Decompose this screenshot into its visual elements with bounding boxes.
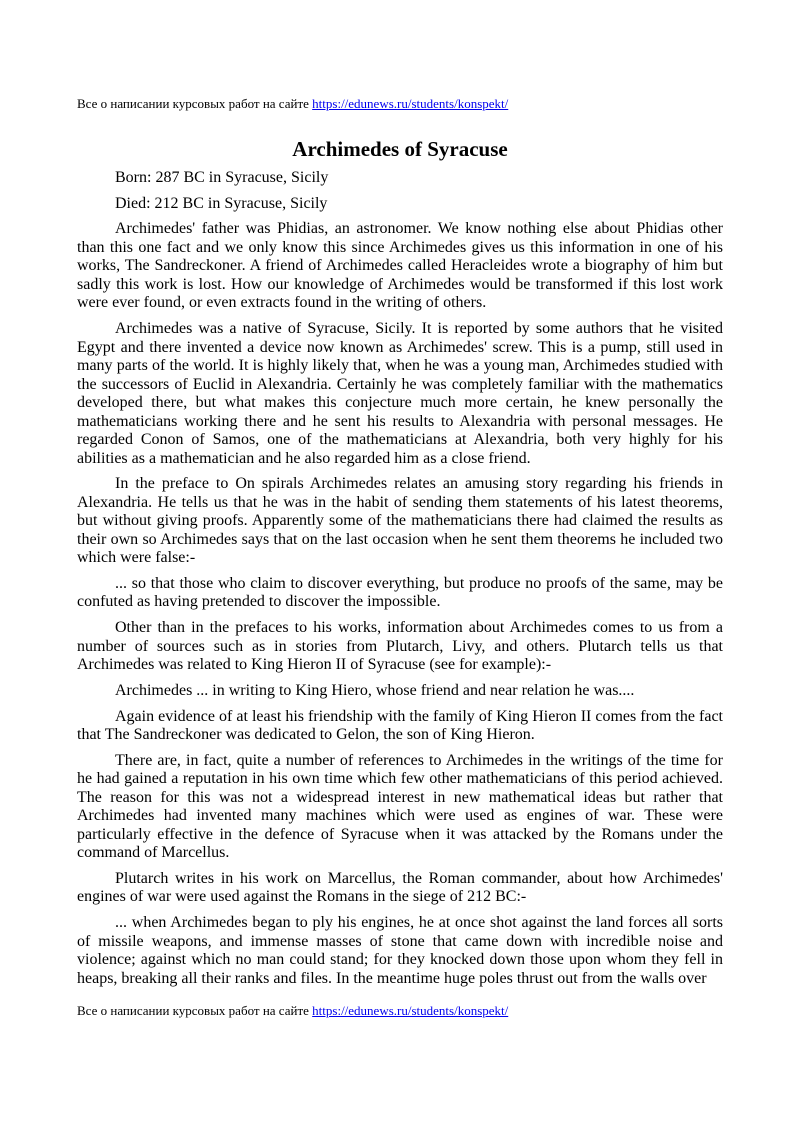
document-title: Archimedes of Syracuse — [292, 137, 508, 161]
paragraph: Plutarch writes in his work on Marcellus, the Roman commander, about how Archimedes' engines of war were used against the Romans in the siege of 212 BC:- — [77, 869, 723, 906]
born-line: Born: 287 BC in Syracuse, Sicily — [115, 169, 329, 186]
paragraph: Archimedes was a native of Syracuse, Sicily. It is reported by some authors that he visited Egypt and there invented a device now known as Archimedes' screw. This is a pump, still used in many parts of the world. It is highly likely that, when he was a young man, Archimedes studied with the successors of Euclid in Alexandria. Certainly he was completely familiar with the mathematics developed there, but what makes this conjecture much more certain, he knew personally the mathematicians working there and he sent his results to Alexandria with personal messages. He regarded Conon of Samos, one of the mathematicians at Alexandria, both very highly for his abilities as a mathematician and he also regarded him as a close friend. — [77, 320, 723, 467]
page-header — [77, 96, 508, 112]
header-link[interactable]: https://edunews.ru/students/konspekt/ — [312, 96, 509, 111]
paragraph: Other than in the prefaces to his works, information about Archimedes comes to us from a number of sources such as in stories from Plutarch, Livy, and others. Plutarch tells us that Archimedes was related to King Hieron II of Syracuse (see for example):- — [77, 619, 723, 674]
header-text: Все о написании курсовых работ на сайте — [77, 96, 313, 111]
died-line: Died: 212 BC in Syracuse, Sicily — [115, 194, 328, 212]
page-footer — [77, 1003, 508, 1019]
quote-paragraph: ... so that those who claim to discover everything, but produce no proofs of the same, may be confuted as having pretended to discover the impossible. — [77, 574, 723, 611]
paragraph: Again evidence of at least his friendship with the family of King Hieron II comes from the fact that The Sandreckoner was dedicated to Gelon, the son of King Hieron. — [77, 707, 723, 743]
paragraph: There are, in fact, quite a number of references to Archimedes in the writings of the time for he had gained a reputation in his own time which few other mathematicians of this period achieved. The reason for this was not a widespread interest in new mathematical ideas but rather that Archimedes had invented many machines which were used as engines of war. These were particularly effective in the defence of Syracuse when it was attacked by the Romans under the command of Marcellus. — [77, 751, 723, 862]
quote-paragraph: ... when Archimedes began to ply his engines, he at once shot against the land forces all sorts of missile weapons, and immense masses of stone that came down with incredible noise and violence; against which no man could stand; for they knocked down those upon whom they fell in heaps, breaking all their ranks and files. In the meantime huge poles thrust out from the walls over — [77, 914, 723, 987]
paragraph: Archimedes' father was Phidias, an astronomer. We know nothing else about Phidias other than this one fact and we only know this since Archimedes gives us this information in one of his works, The Sandreckoner. A friend of Archimedes called Heracleides wrote a biography of him but sadly this work is lost. How our knowledge of Archimedes would be transformed if this lost work were ever found, or even extracts found in the writing of others. — [77, 220, 723, 312]
document-body — [77, 169, 723, 995]
paragraph: In the preface to On spirals Archimedes relates an amusing story regarding his friends in Alexandria. He tells us that he was in the habit of sending them statements of his latest theorems, but without giving proofs. Apparently some of the mathematicians there had claimed the results as their own so Archimedes says that on the last occasion when he sent them theorems he included two which were false:- — [77, 475, 723, 567]
footer-link[interactable]: https://edunews.ru/students/konspekt/ — [312, 1003, 509, 1018]
footer-text: Все о написании курсовых работ на сайте — [77, 1003, 313, 1018]
quote-paragraph: Archimedes ... in writing to King Hiero, whose friend and near relation he was.... — [115, 681, 635, 699]
